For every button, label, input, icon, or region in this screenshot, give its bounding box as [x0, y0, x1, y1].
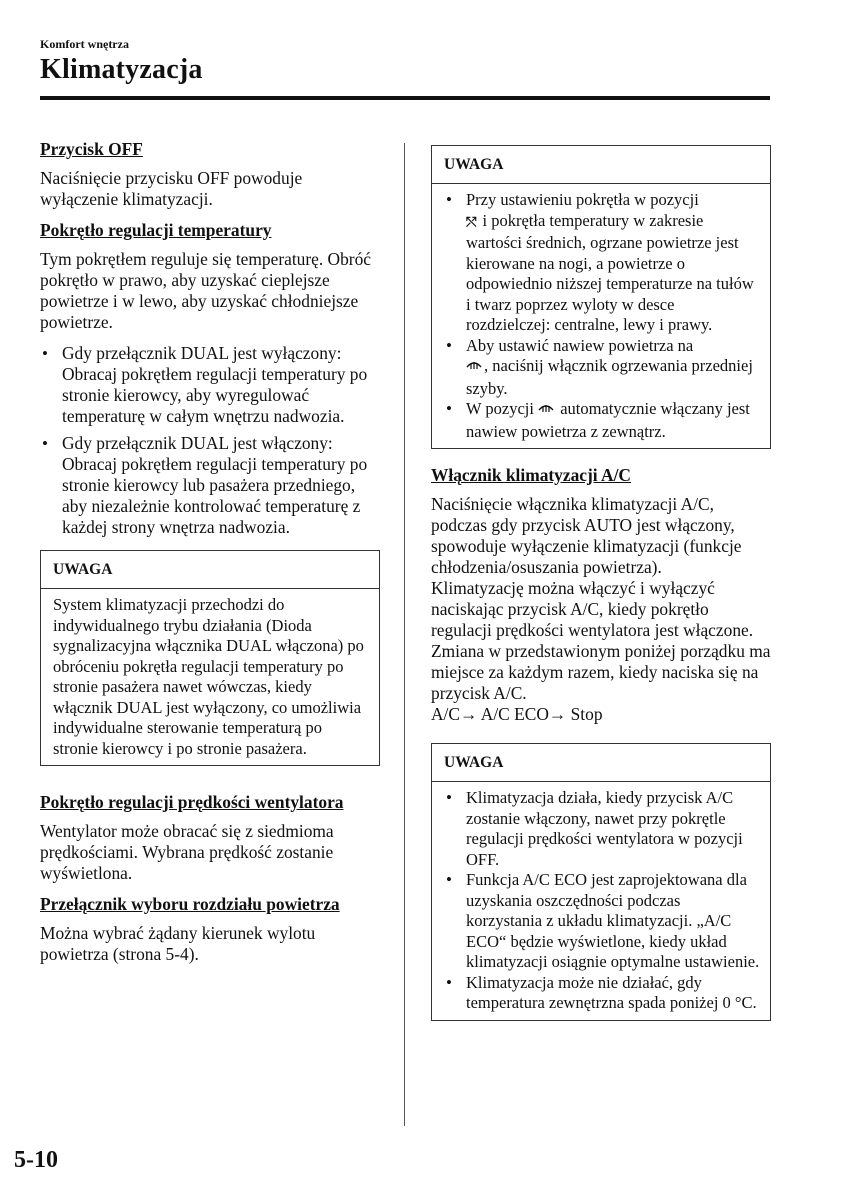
ac-sequence: A/C→ A/C ECO→ Stop	[431, 704, 603, 724]
list-item: • Gdy przełącznik DUAL jest włączony: Obracaj pokrętłem regulacji temperatury po stronie kierowcy lub pasażera przedniego, aby niezależnie kontrolować temperaturę z każdej strony wnętrza nadwozia.	[40, 433, 380, 538]
note-bullets	[444, 190, 760, 442]
list-item	[444, 336, 760, 400]
off-button-heading: Przycisk OFF	[40, 139, 143, 159]
note-box-ac	[431, 743, 771, 1021]
list-item	[444, 190, 760, 336]
bullet-text-post: i pokrętła temperatury w zakresie wartości średnich, ogrzane powietrze jest kierowane na nogi, a powietrze o odpowiednio niższej temperaturze na tułów i twarz poprzez wyloty w desce rozdzielczej: centralne, lewy i prawy.	[466, 210, 754, 334]
column-divider	[404, 143, 405, 1126]
note-title: UWAGA	[432, 146, 770, 184]
bullet-text-post: automatycznie włączany jest nawiew powietrza z zewnątrz.	[466, 399, 750, 441]
list-item: • Klimatyzacja działa, kiedy przycisk A/C zostanie włączony, nawet przy pokrętle regulacji prędkości wentylatora w pozycji OFF.	[444, 788, 760, 870]
ac-paragraph: Zmiana w przedstawionym poniżej porządku ma miejsce za każdym razem, kiedy naciska się na przycisk A/C.	[431, 641, 771, 703]
right-column	[431, 145, 771, 1035]
defrost-icon	[538, 400, 554, 422]
list-item: • Gdy przełącznik DUAL jest wyłączony: Obracaj pokrętłem regulacji temperatury po stronie kierowcy, aby wyregulować temperaturę w całym wnętrzu nadwozia.	[40, 343, 380, 427]
temperature-dial-heading: Pokrętło regulacji temperatury	[40, 220, 272, 240]
note-body	[432, 184, 770, 448]
page-number: 5-10	[14, 1147, 58, 1173]
fan-speed-text: Wentylator może obracać się z siedmioma prędkościami. Wybrana prędkość zostanie wyświetlona.	[40, 821, 334, 883]
air-mode-heading: Przełącznik wyboru rozdziału powietrza	[40, 894, 340, 914]
off-button-text: Naciśnięcie przycisku OFF powoduje wyłączenie klimatyzacji.	[40, 168, 303, 209]
bullet-text-pre: Przy ustawieniu pokrętła w pozycji	[466, 190, 699, 209]
ac-paragraph: Naciśnięcie włącznika klimatyzacji A/C, podczas gdy przycisk AUTO jest włączony, spowoduje wyłączenie klimatyzacji (funkcje chłodzenia/osuszania powietrza).	[431, 494, 742, 577]
note-box-dual	[40, 550, 380, 766]
page-title: Klimatyzacja	[40, 54, 203, 85]
list-item: • Klimatyzacja może nie działać, gdy temperatura zewnętrzna spada poniżej 0 °C.	[444, 973, 760, 1014]
foot-face-vent-icon: ⤲	[466, 214, 477, 230]
note-title: UWAGA	[432, 744, 770, 782]
bullet-text-pre: W pozycji	[466, 399, 534, 418]
note-bullets	[444, 788, 760, 1014]
ac-switch-heading: Włącznik klimatyzacji A/C	[431, 465, 631, 485]
defrost-icon	[466, 357, 482, 379]
section-label: Komfort wnętrza	[40, 37, 129, 51]
temperature-bullets	[40, 343, 380, 538]
temperature-dial-text: Tym pokrętłem reguluje się temperaturę. Obróć pokrętło w prawo, aby uzyskać cieplejsze powietrze i w lewo, aby uzyskać chłodniejsze powietrze.	[40, 249, 372, 332]
bullet-text-post: , naciśnij włącznik ogrzewania przedniej szyby.	[466, 356, 753, 398]
list-item	[444, 399, 760, 442]
title-rule	[40, 96, 770, 100]
note-body	[432, 782, 770, 1020]
left-column	[40, 139, 380, 975]
ac-paragraph: Klimatyzację można włączyć i wyłączyć naciskając przycisk A/C, kiedy pokrętło regulacji prędkości wentylatora jest włączone.	[431, 578, 754, 640]
note-box-vents	[431, 145, 771, 449]
note-title: UWAGA	[41, 551, 379, 589]
air-mode-text: Można wybrać żądany kierunek wylotu powietrza (strona 5-4).	[40, 923, 316, 964]
fan-speed-heading: Pokrętło regulacji prędkości wentylatora	[40, 792, 344, 812]
note-text: System klimatyzacji przechodzi do indywidualnego trybu działania (Dioda sygnalizacyjna włącznika DUAL włączona) po obróceniu pokrętła regulacji temperatury po stronie pasażera nawet wówczas, kiedy włącznik DUAL jest wyłączony, co umożliwia indywidualne sterowanie temperaturą po stronie kierowcy i po stronie pasażera.	[53, 595, 364, 758]
list-item: • Funkcja A/C ECO jest zaprojektowana dla uzyskania oszczędności podczas korzystania z układu klimatyzacji. „A/C ECO“ będzie wyświetlone, kiedy układ klimatyzacji osiągnie optymalne ustawienie.	[444, 870, 760, 973]
ac-switch-body	[431, 494, 771, 725]
bullet-text-pre: Aby ustawić nawiew powietrza na	[466, 335, 694, 355]
